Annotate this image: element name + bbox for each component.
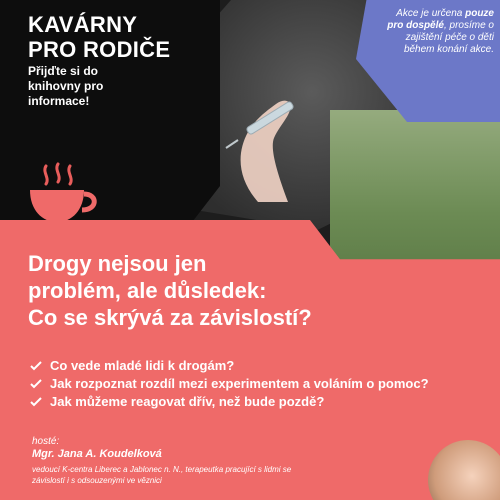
question-item: [30, 394, 429, 410]
title-line-1: KAVÁRNY: [28, 12, 138, 37]
question-item: [30, 376, 429, 392]
question-text: Co vede mladé lidi k drogám?: [50, 358, 235, 373]
main-headline: [28, 250, 358, 331]
checkmark-icon: [30, 378, 42, 390]
notice-text-pre: Akce je určena: [396, 8, 466, 19]
question-item: [30, 358, 429, 374]
headline-line-2: problém, ale důsledek:: [28, 278, 267, 303]
question-text: Jak můžeme reagovat dřív, než bude pozdě?: [50, 394, 325, 409]
event-title: [28, 12, 170, 62]
syringe-hand-illustration: [218, 84, 308, 204]
adult-only-notice: [382, 8, 494, 56]
checkmark-icon: [30, 360, 42, 372]
guest-description: vedoucí K-centra Liberec a Jablonec n. N., terapeutka pracující s lidmi se závislostí i s odsouzenými ve věznici: [32, 465, 292, 485]
notice-text-post: , prosíme o zajištění péče o děti během konání akce.: [403, 20, 494, 55]
guest-name: Mgr. Jana A. Koudelková: [32, 448, 162, 460]
event-subtitle: Přijďte si do knihovny pro informace!: [28, 64, 104, 108]
question-text: Jak rozpoznat rozdíl mezi experimentem a voláním o pomoc?: [50, 376, 429, 391]
guests-label: hosté:: [32, 436, 60, 447]
title-line-2: PRO RODIČE: [28, 37, 171, 62]
headline-line-1: Drogy nejsou jen: [28, 251, 207, 276]
notice-text-bold: pouze pro dospělé: [387, 8, 494, 31]
checkmark-icon: [30, 396, 42, 408]
headline-line-3: Co se skrývá za závislostí?: [28, 305, 312, 330]
question-list: [30, 358, 429, 412]
